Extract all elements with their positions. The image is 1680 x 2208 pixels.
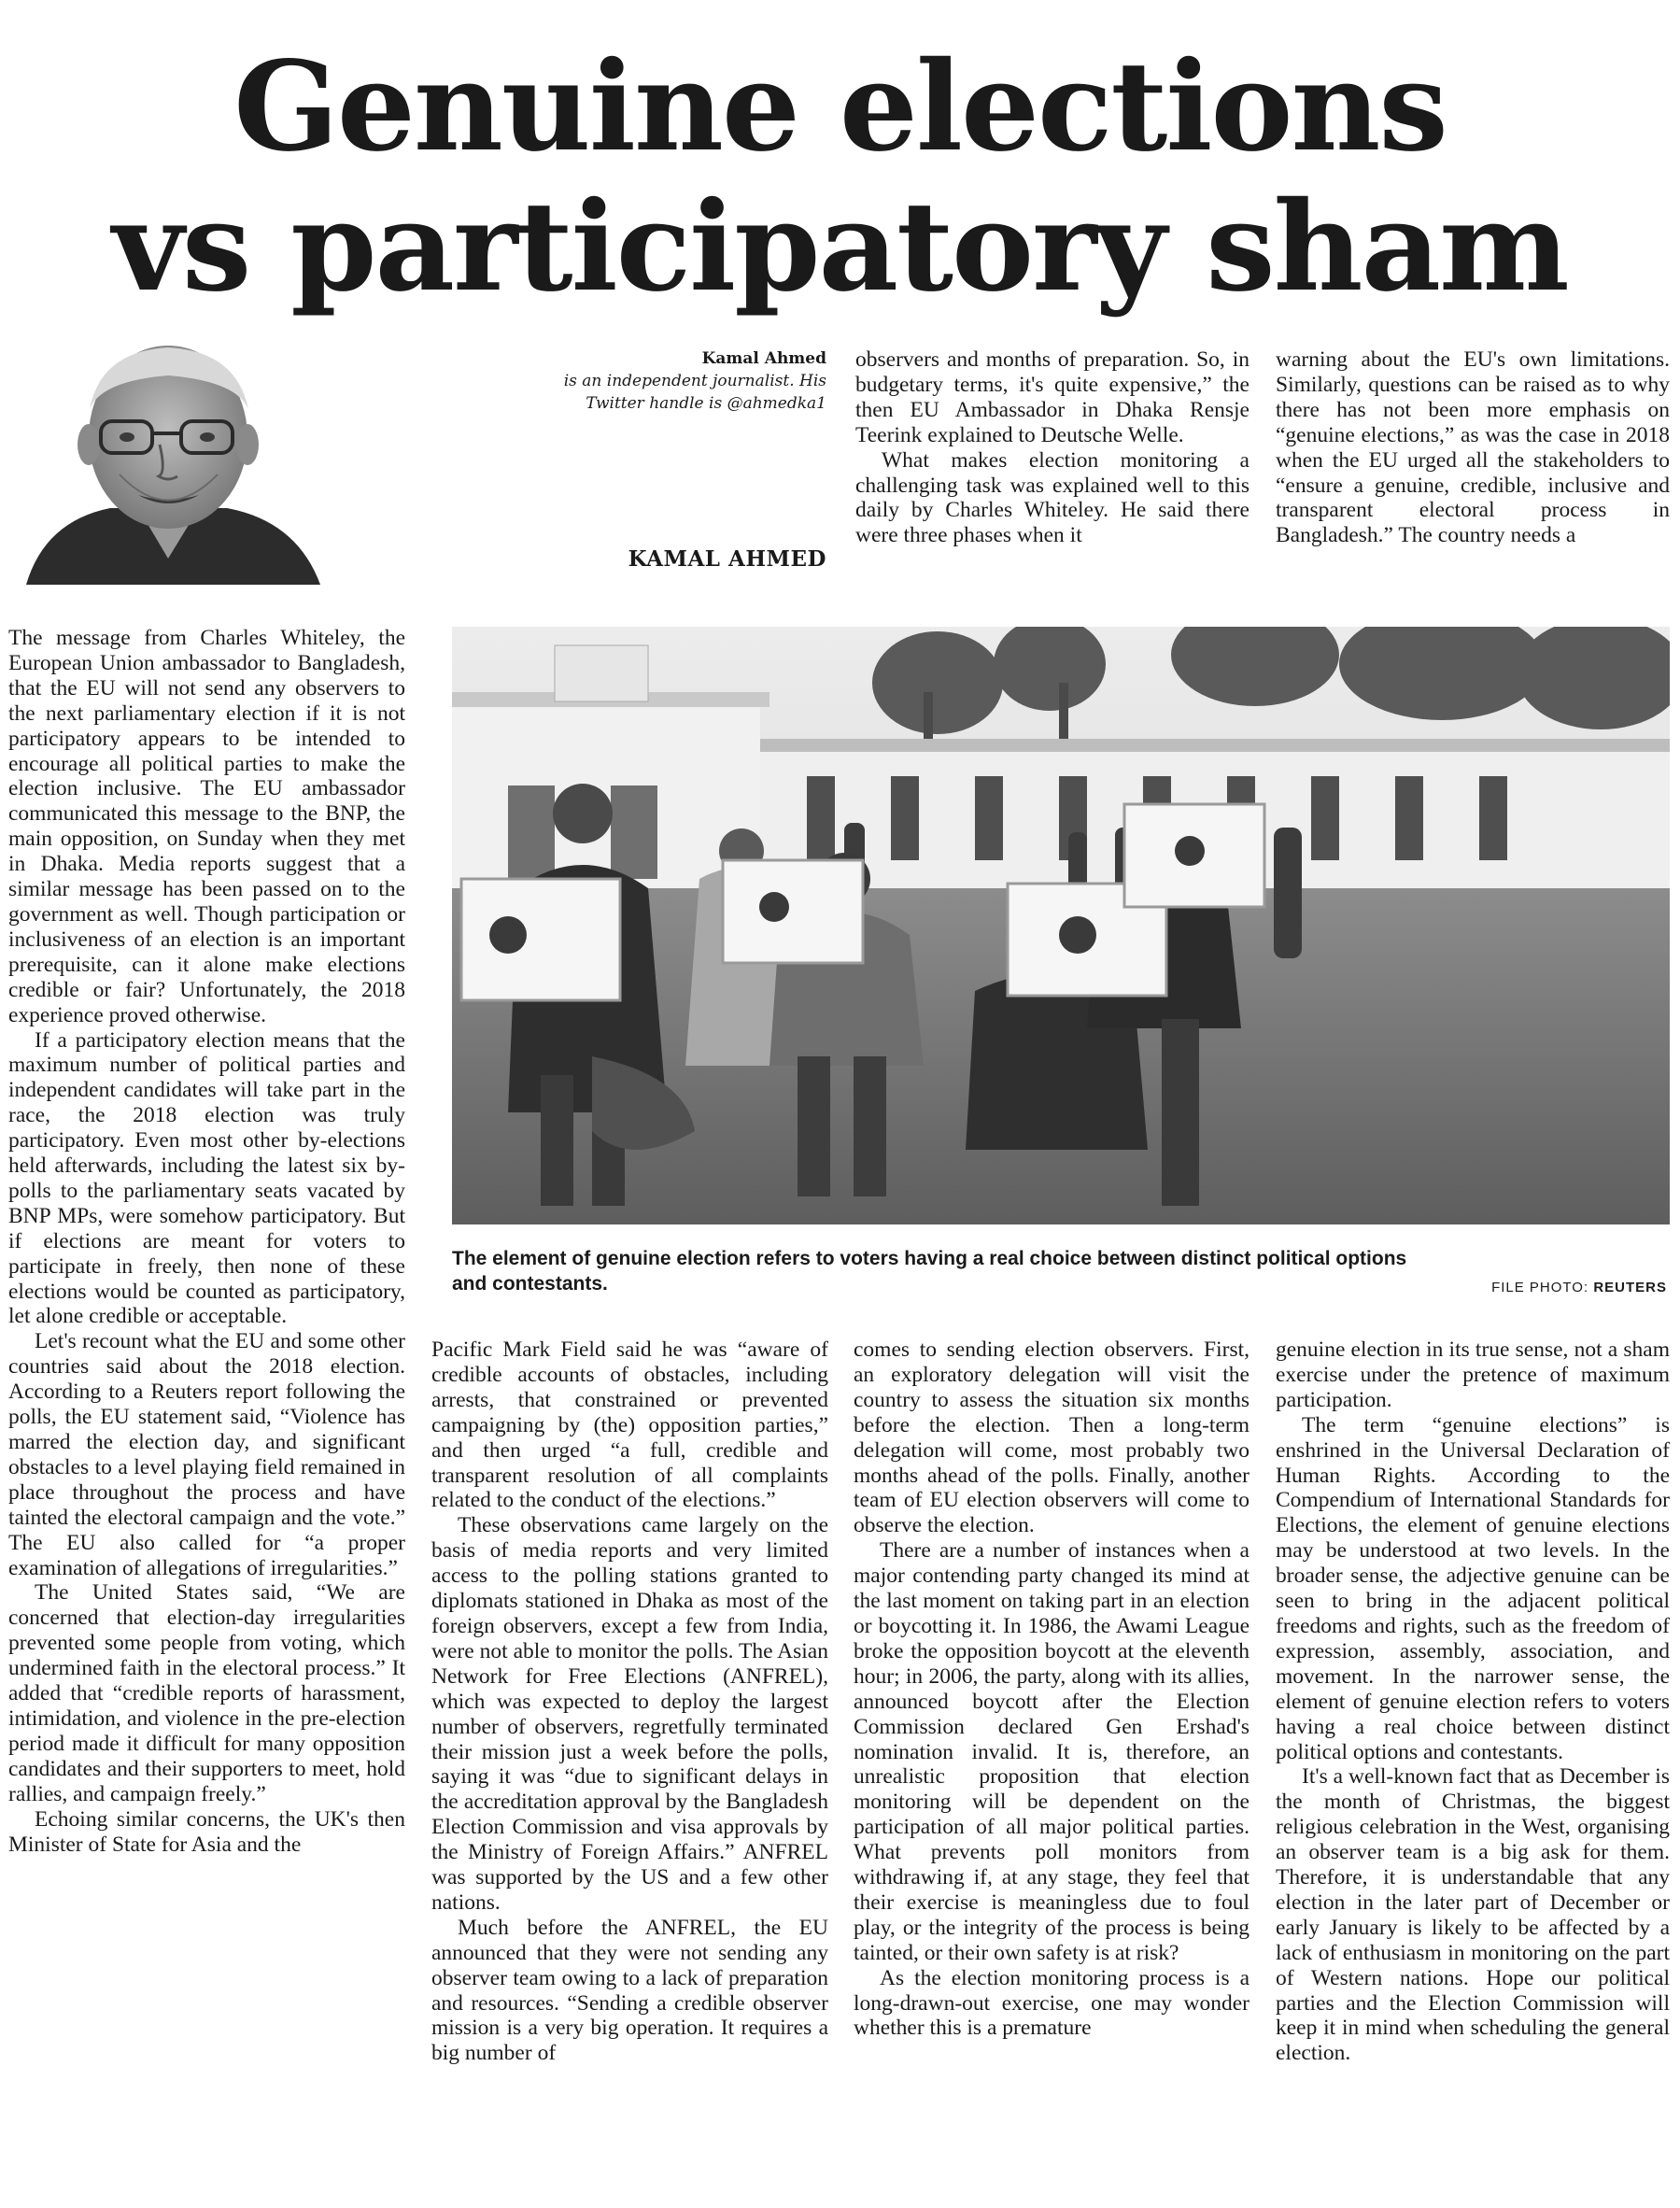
author-name: Kamal Ahmed: [701, 349, 826, 368]
headline-line-2: vs participatory sham: [112, 175, 1568, 319]
headline: [0, 37, 1680, 318]
paragraph: Let's recount what the EU and some other countries said about the 2018 election. According to a Reuters report following the polls, the EU statement said, “Violence has marred the election day, and significant obstacles to a level playing field remained in place throughout the process and have tainted the electoral campaign and the vote.” The EU also called for “a proper examination of allegations of irregularities.”: [8, 1329, 405, 1580]
paragraph: comes to sending election observers. First, an exploratory delegation will visit the country to assess the situation six months before the election. Then a long-term delegation will come, most probably two months ahead of the polls. Finally, another team of EU election observers will come to observe the election.: [854, 1338, 1249, 1538]
author-description-line-1: is an independent journalist. His: [563, 372, 826, 390]
author-portrait-illustration: [7, 334, 330, 585]
paragraph: The message from Charles Whiteley, the European Union ambassador to Bangladesh, that the EU will not send any observers to the next parliamentary election if it is not participatory appears to be intended to encourage all political parties to make the election inclusive. The EU ambassador communicated this message to the BNP, the main opposition, on Sunday when they met in Dhaka. Media reports suggest that a similar message has been passed on to the government as well. Though participation or inclusiveness of an election is an important prerequisite, can it alone make elections credible or fair? Unfortunately, the 2018 experience proved otherwise.: [8, 626, 405, 1027]
paragraph: These observations came largely on the basis of media reports and very limited access to the polling stations granted to diplomats stationed in Dhaka as most of the foreign observers, except a few from India, were not able to monitor the polls. The Asian Network for Free Elections (ANFREL), which was expected to deploy the largest number of observers, regretfully terminated their mission just a week before the polls, saying it was “due to significant delays in the accreditation approval by the Bangladesh Election Commission and visa approvals by the Ministry of Foreign Affairs.” ANFREL was supported by the US and a few other nations.: [431, 1513, 828, 1915]
paragraph: Much before the ANFREL, the EU announced that they were not sending any observer team owing to a lack of preparation and resources. “Sending a credible observer mission is a very big operation. It requires a big number of: [431, 1915, 828, 2066]
paragraph: The term “genuine elections” is enshrined in the Universal Declaration of Human Rights. According to the Compendium of International Standards for Elections, the element of genuine elections may be understood at two levels. In the broader sense, the adjective genuine can be seen to bring in the adjacent political freedoms and rights, such as the freedom of expression, assembly, association, and movement. In the narrower sense, the element of genuine election refers to voters having a real choice between distinct political options and contestants.: [1276, 1412, 1670, 1764]
photo-caption: The element of genuine election refers to voters having a real choice between distinct political options and contestants.: [452, 1248, 1407, 1295]
paragraph: warning about the EU's own limitations. Similarly, questions can be raised as to why there has not been more emphasis on “genuine elections,” as was the case in 2018 when the EU urged all the stakeholders to “ensure a genuine, credible, inclusive and transparent electoral process in Bangladesh.” The country needs a: [1276, 347, 1670, 548]
author-description-line-2: Twitter handle is @ahmedka1: [586, 394, 826, 413]
column-4-bottom: [1276, 1338, 1670, 2066]
paragraph: There are a number of instances when a major contending party changed its mind at the last moment on taking part in an election or boycotting it. In 1986, the Awami League broke the opposition boycott at the eleventh hour; in 2006, the party, along with its allies, announced boycott after the Election Commission declared Gen Ershad's nomination invalid. It is, therefore, an unrealistic proposition that election monitoring will be dependent on the participation of all major political parties. What prevents poll monitors from withdrawing if, at any stage, they feel that their exercise is meaningless due to foul play, or the integrity of the process is being tainted, or their own safety is at risk?: [854, 1538, 1249, 1965]
photo-credit: [1491, 1280, 1667, 1295]
paragraph: The United States said, “We are concerned that election-day irregularities prevented some people from voting, which undermined faith in the electoral process.” It added that “credible reports of harassment, intimidation, and violence in the pre-election period made it difficult for many opposition candidates and their supporters to meet, hold rallies, and campaign freely.”: [8, 1580, 405, 1806]
photo-credit-prefix: FILE PHOTO:: [1491, 1280, 1594, 1295]
column-3-top: [855, 347, 1249, 548]
paragraph: If a participatory election means that the maximum number of political parties and independent candidates will take part in the race, the 2018 election was truly participatory. Even most other by-elections held afterwards, including the latest six by-polls to the parliamentary seats vacated by BNP MPs, were somehow participatory. But if elections are meant for voters to participate in freely, then none of these elections would be counted as participatory, let alone credible or acceptable.: [8, 1027, 405, 1329]
paragraph: It's a well-known fact that as December is the month of Christmas, the biggest religious celebration in the West, organising an observer team is a big ask for them. Therefore, it is understandable that any election in the later part of December or early January is likely to be affected by a lack of enthusiasm in monitoring on the part of Western nations. Hope our political parties and the Election Commission will keep it in mind when scheduling the general election.: [1276, 1764, 1670, 2066]
column-2: [431, 1338, 828, 2066]
column-4-top: [1276, 347, 1670, 548]
paragraph: Echoing similar concerns, the UK's then Minister of State for Asia and the: [8, 1806, 405, 1857]
author-byline: [528, 347, 826, 415]
author-photo: [7, 334, 330, 585]
paragraph: As the election monitoring process is a long-drawn-out exercise, one may wonder whether this is a premature: [854, 1965, 1249, 2041]
election-officials-carrying-ballot-boxes-image: [452, 627, 1670, 1224]
photo-credit-source: REUTERS: [1593, 1280, 1667, 1295]
column-1: [8, 626, 405, 1857]
paragraph: What makes election monitoring a challenging task was explained well to this daily by Charles Whiteley. He said there were three phases when it: [855, 447, 1249, 548]
column-3-bottom: [854, 1338, 1249, 2041]
headline-line-1: Genuine elections: [233, 35, 1447, 179]
paragraph: genuine election in its true sense, not a sham exercise under the pretence of maximum participation.: [1276, 1338, 1670, 1412]
paragraph: observers and months of preparation. So, in budgetary terms, it's quite expensive,” the then EU Ambassador in Dhaka Rensje Teerink explained to Deutsche Welle.: [855, 347, 1249, 447]
news-photo: [452, 627, 1670, 1224]
paragraph: Pacific Mark Field said he was “aware of credible accounts of obstacles, including arrests, that constrained or prevented campaigning by (the) opposition parties,” and then urged “a full, credible and transparent resolution of all complaints related to the conduct of the elections.”: [431, 1338, 828, 1513]
author-signature: KAMAL AHMED: [628, 546, 826, 572]
